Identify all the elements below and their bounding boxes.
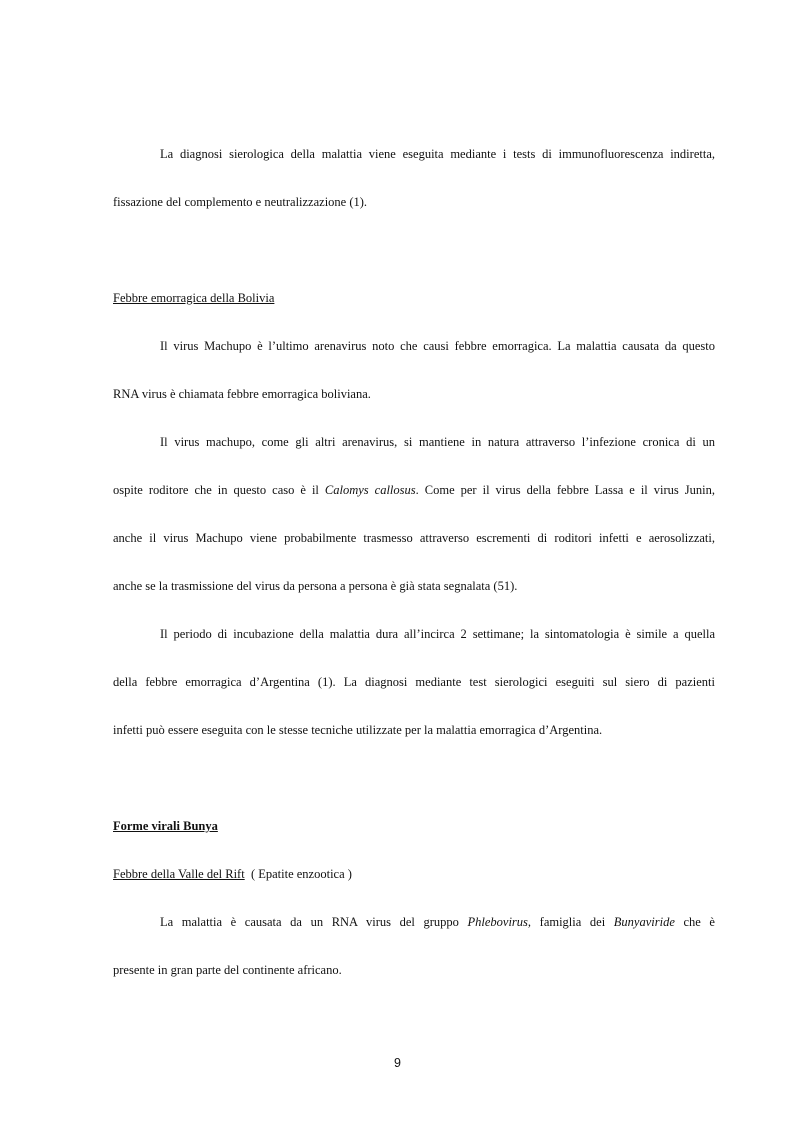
bolivia-p2-line-3: anche il virus Machupo viene probabilmente trasmesso attraverso escrementi di roditori infetti e aerosolizzati, [113, 531, 715, 545]
paragraph-diagnosis-line-1: La diagnosi sierologica della malattia viene eseguita mediante i tests di immunofluorescenza indiretta, [160, 147, 715, 161]
section-heading-bunya [113, 817, 715, 835]
bunya-p1-line-1 [160, 913, 715, 931]
subheading-rift-valley-note: ( Epatite enzootica ) [250, 867, 352, 881]
bolivia-p2-line-2-end: . Come per il virus della febbre Lassa e il virus Junin, [415, 483, 715, 497]
bolivia-p3-line-3: infetti può essere eseguita con le stesse tecniche utilizzate per la malattia emorragica d’Argentina. [113, 723, 603, 737]
bunya-p1-line-2: presente in gran parte del continente africano. [113, 963, 342, 977]
bunya-p1-line-1-mid: famiglia dei [531, 915, 614, 929]
bolivia-p3-line-1: Il periodo di incubazione della malattia dura all’incirca 2 settimane; la sintomatologia è simile a quella [160, 627, 715, 641]
heading-bolivia-text: Febbre emorragica della Bolivia [113, 291, 275, 305]
bolivia-p2-line-2 [113, 481, 715, 499]
bunya-p1-line-1-end: che è [674, 915, 715, 929]
bolivia-p2-line-4: anche se la trasmissione del virus da persona a persona è già stata segnalata (51). [113, 579, 518, 593]
subheading-rift-valley-text: Febbre della Valle del Rift [113, 867, 245, 881]
genus-name: Phlebovirus, [467, 915, 532, 929]
heading-bunya-text: Forme virali Bunya [113, 819, 218, 833]
bolivia-p2-line-1: Il virus machupo, come gli altri arenavirus, si mantiene in natura attraverso l’infezione cronica di un [160, 435, 715, 449]
bolivia-p2-line-2-start: ospite roditore che in questo caso è il [113, 483, 325, 497]
species-name: Calomys callosus [324, 483, 416, 497]
bolivia-p1-line-1: Il virus Machupo è l’ultimo arenavirus noto che causi febbre emorragica. La malattia causata da questo [160, 339, 715, 353]
bolivia-p1-line-2: RNA virus è chiamata febbre emorragica boliviana. [113, 387, 371, 401]
bunya-p1-line-1-start: La malattia è causata da un RNA virus del gruppo [160, 915, 468, 929]
bolivia-p3-line-2: della febbre emorragica d’Argentina (1). La diagnosi mediante test sierologici eseguiti sul siero di pazienti [113, 675, 715, 689]
family-name: Bunyaviride [613, 915, 675, 929]
page-number: 9 [394, 1056, 401, 1070]
subheading-rift-valley [113, 865, 715, 883]
section-heading-bolivia [113, 289, 715, 307]
paragraph-diagnosis-line-2: fissazione del complemento e neutralizzazione (1). [113, 195, 368, 209]
